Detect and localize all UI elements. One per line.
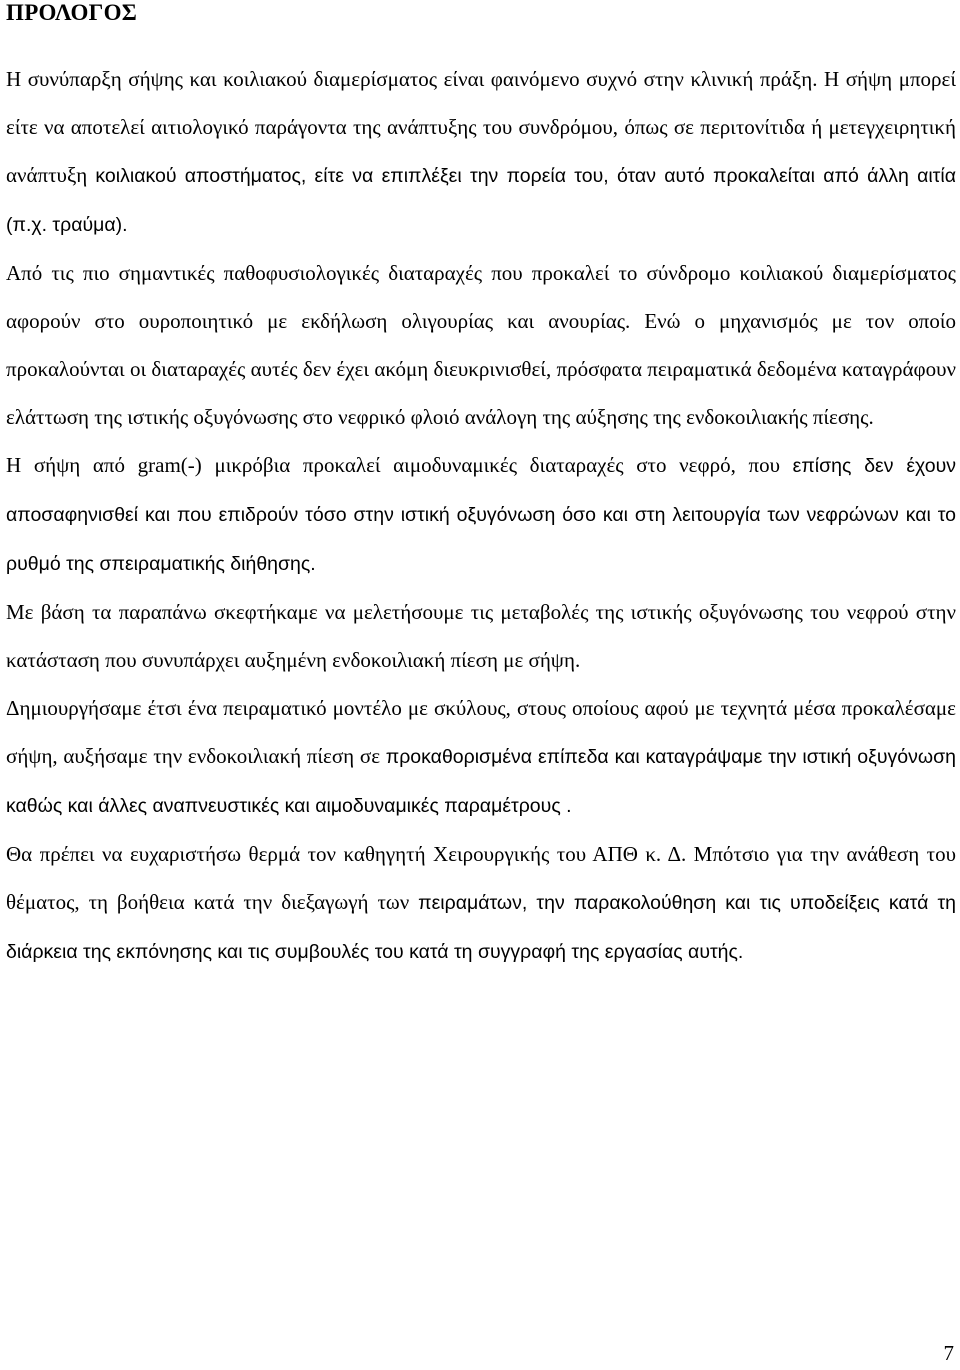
page-number: 7 xyxy=(943,1341,954,1365)
paragraph-intro-part-3: κοιλιακού αποστήματος, είτε να επιπλέξει την πορεία του, όταν αυτό προκαλείται από άλλη αιτία (π.χ. τραύμα). xyxy=(6,165,956,236)
body-text xyxy=(6,55,956,976)
paragraph-aim xyxy=(6,588,956,684)
paragraph-method xyxy=(6,684,956,830)
paragraph-sepsis-part-1: Η σήψη από gram(-) μικρόβια προκαλεί αιμοδυναμικές διαταραχές στο νεφρό, που xyxy=(6,453,793,477)
paragraph-intro xyxy=(6,55,956,249)
paragraph-sepsis xyxy=(6,441,956,588)
paragraph-intro-part-2: Η σήψη μπορεί είτε να αποτελεί αιτιολογικό παράγοντα της ανάπτυξης του συνδρόμου, όπως σε περιτονίτιδα ή μετεγχειρητική ανάπτυξη xyxy=(6,67,956,187)
page-title: ΠΡΟΛΟΓΟΣ xyxy=(6,0,138,25)
paragraph-pathophysiology-part-1: Από τις πιο σημαντικές παθοφυσιολογικές διαταραχές που προκαλεί το σύνδρομο κοιλιακού διαμερίσματος αφορούν στο ουροποιητικό με εκδήλωση ολιγουρίας και ανουρίας. xyxy=(6,261,956,333)
paragraph-pathophysiology-part-2: Ενώ ο μηχανισμός με τον οποίο προκαλούνται οι διαταραχές αυτές δεν έχει ακόμη διευκρινισθεί, πρόσφατα πειραματικά δεδομένα καταγράφουν ελάττωση της ιστικής οξυγόνωσης στο νεφρικό φλοιό ανάλογη της αύξησης της ενδοκοιλιακής πίεσης. xyxy=(6,309,956,429)
paragraph-aim-part-1: Με βάση τα παραπάνω σκεφτήκαμε να μελετήσουμε τις μεταβολές της ιστικής οξυγόνωσης του νεφρού στην κατάσταση που συνυπάρχει αυξημένη ενδοκοιλιακή πίεση με σήψη. xyxy=(6,600,956,672)
paragraph-method-part-2: προκαθορισμένα επίπεδα και καταγράψαμε την ιστική οξυγόνωση καθώς και άλλες αναπνευστικές και αιμοδυναμικές παραμέτρους . xyxy=(6,746,956,817)
paragraph-intro-part-1: Η συνύπαρξη σήψης και κοιλιακού διαμερίσματος είναι φαινόμενο συχνό στην κλινική πράξη. xyxy=(6,67,818,91)
paragraph-acknowledgements-part-2: πειραμάτων, την παρακολούθηση και τις υποδείξεις κατά τη διάρκεια της εκπόνησης και τις συμβουλές του κατά τη συγγραφή της εργασίας αυτής. xyxy=(6,892,956,963)
paragraph-method-part-1: Δημιουργήσαμε έτσι ένα πειραματικό μοντέλο με σκύλους, στους οποίους αφού με τεχνητά μέσα προκαλέσαμε σήψη, αυξήσαμε την ενδοκοιλιακή πίεση σε xyxy=(6,696,956,768)
paragraph-acknowledgements-part-1: Θα πρέπει να ευχαριστήσω θερμά τον καθηγητή Χειρουργικής του ΑΠΘ κ. Δ. Μπότσιο για την ανάθεση του θέματος, τη βοήθεια κατά την διεξαγωγή των xyxy=(6,842,956,914)
paragraph-pathophysiology xyxy=(6,249,956,441)
paragraph-sepsis-part-2: επίσης δεν έχουν αποσαφηνισθεί και που επιδρούν τόσο στην ιστική οξυγόνωση όσο και στη λειτουργία των νεφρώνων και το ρυθμό της σπειραματικής διήθησης. xyxy=(6,455,956,575)
paragraph-acknowledgements xyxy=(6,830,956,976)
